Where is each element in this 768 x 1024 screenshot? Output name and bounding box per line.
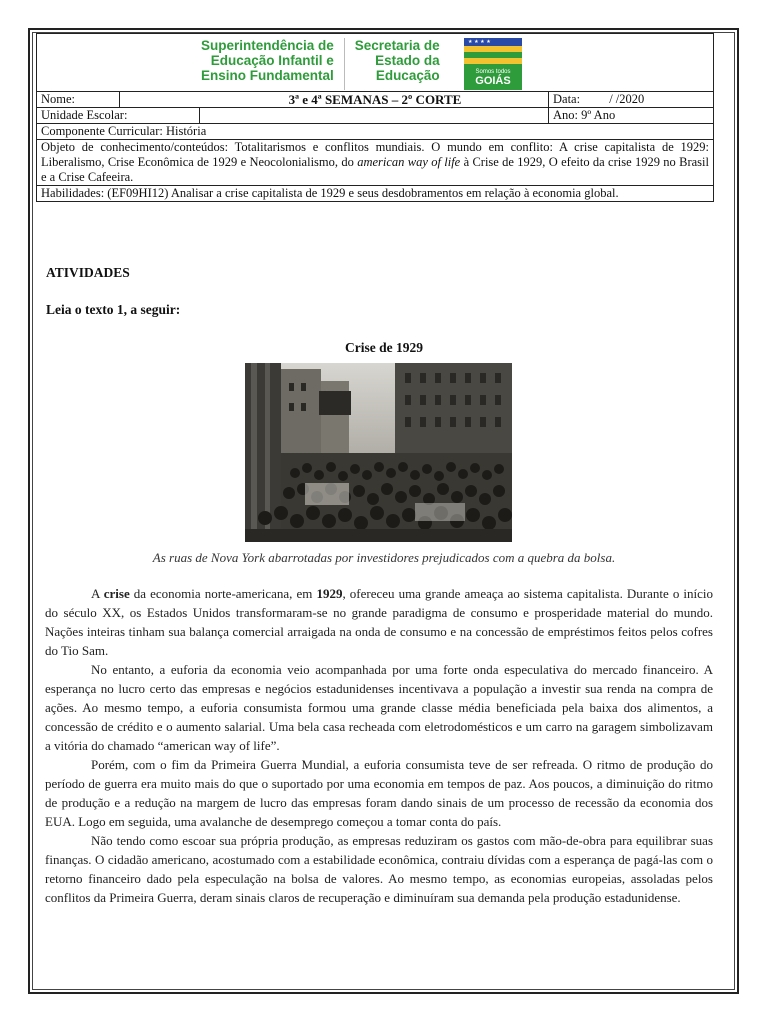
paragraph-1: A crise da economia norte-americana, em 1929, ofereceu uma grande ameaça ao sistema capitalista. Durante o início do século XX, os Estados Unidos transformaram-se no grande paradigma de consumo e prosperidade material do mundo. Nações inteiras tinham sua balança comercial arraigada na onda de consumo e na concessão de empréstimos feitos pelos cofres do Tio Sam.	[45, 586, 714, 658]
logo-separator	[344, 38, 345, 90]
photo-caption: As ruas de Nova York abarrotadas por investidores prejudicados com a quebra da bolsa.	[152, 550, 616, 565]
goias-flag-icon	[464, 38, 522, 93]
habilidades: Habilidades: (EF09HI12) Analisar a crise capitalista de 1929 e seus desdobramentos em relação à economia global.	[37, 186, 714, 202]
svg-text:GOIÁS: GOIÁS	[474, 75, 511, 87]
goias-flag-logo	[464, 38, 522, 93]
text-body	[45, 584, 713, 907]
superintendencia-logo: Superintendência de Educação Infantil e Ensino Fundamental	[201, 38, 334, 83]
image-title: Crise de 1929	[345, 340, 423, 355]
nome-label: Nome:	[37, 92, 120, 108]
logo-row	[201, 38, 522, 96]
objeto-conhecimento: Objeto de conhecimento/conteúdos: Totalitarismos e conflitos mundiais. O mundo em conflito: A crise capitalista de 1929: Liberalismo, Crise Econômica de 1929 e Neocolonialismo, do american way of life à Crise de 1929, O efeito da crise 1929 no Brasil e a Crise Cafeeira.	[37, 140, 714, 186]
unidade-label: Unidade Escolar:	[37, 108, 200, 123]
paragraph-2: No entanto, a euforia da economia veio acompanhada por uma forte onda especulativa do mercado financeiro. A esperança no lucro certo das empresas e negócios estadunidenses incentivava a população a investir sua renda na compra de ações. Ao mesmo tempo, a euforia consumista formou uma grande classe média beneficiada pela baixa dos alimentos, a concessão de crédito e o aumento salarial. Uma bela casa recheada com eletrodomésticos e um carro na garagem simbolizavam a vitória do chamado “american way of life”.	[45, 662, 713, 753]
ano-cell: Ano: 9º Ano	[549, 108, 714, 124]
componente-curricular: Componente Curricular: História	[37, 124, 714, 140]
leia-heading: Leia o texto 1, a seguir:	[46, 302, 181, 317]
week-title: 3ª e 4ª SEMANAS – 2º CORTE	[288, 92, 462, 107]
paragraph-4: Não tendo como escoar sua própria produção, as empresas reduziram os gastos com mão-de-obra para equilibrar suas finanças. O cidadão americano, acostumado com a estabilidade econômica, contraiu dívidas com a esperança de pagá-las com o retorno financeiro dado pela especulação na bolsa de valores. Ao mesmo tempo, as economias europeias, assoladas pelos conflitos da Primeira Guerra, deram sinais claros de recuperação e diminuíram sua demanda pela produção estadunidense.	[45, 833, 713, 905]
unidade-row	[37, 108, 549, 124]
crowd-photo	[245, 363, 512, 542]
secretaria-logo: Secretaria de Estado da Educação	[354, 38, 440, 83]
header-table	[36, 33, 714, 202]
unidade-field[interactable]	[200, 108, 548, 123]
paragraph-3: Porém, com o fim da Primeira Guerra Mundial, a euforia consumista teve de ser refreada. O ritmo de produção do período de guerra era muito mais do que o suportado por uma economia em tempos de paz. Aos poucos, a diminuição do ritmo de produção e a redução na margem de lucro das empresas foram dando sinais de um processo de recessão da economia dos EUA. Logo em seguida, uma avalanche de desemprego começou a tomar conta do país.	[45, 757, 713, 829]
atividades-heading: ATIVIDADES	[46, 265, 130, 280]
data-cell[interactable]: Data: / /2020	[549, 92, 714, 108]
svg-text:★ ★ ★ ★: ★ ★ ★ ★	[467, 39, 491, 45]
svg-text:Somos todos: Somos todos	[475, 69, 511, 75]
